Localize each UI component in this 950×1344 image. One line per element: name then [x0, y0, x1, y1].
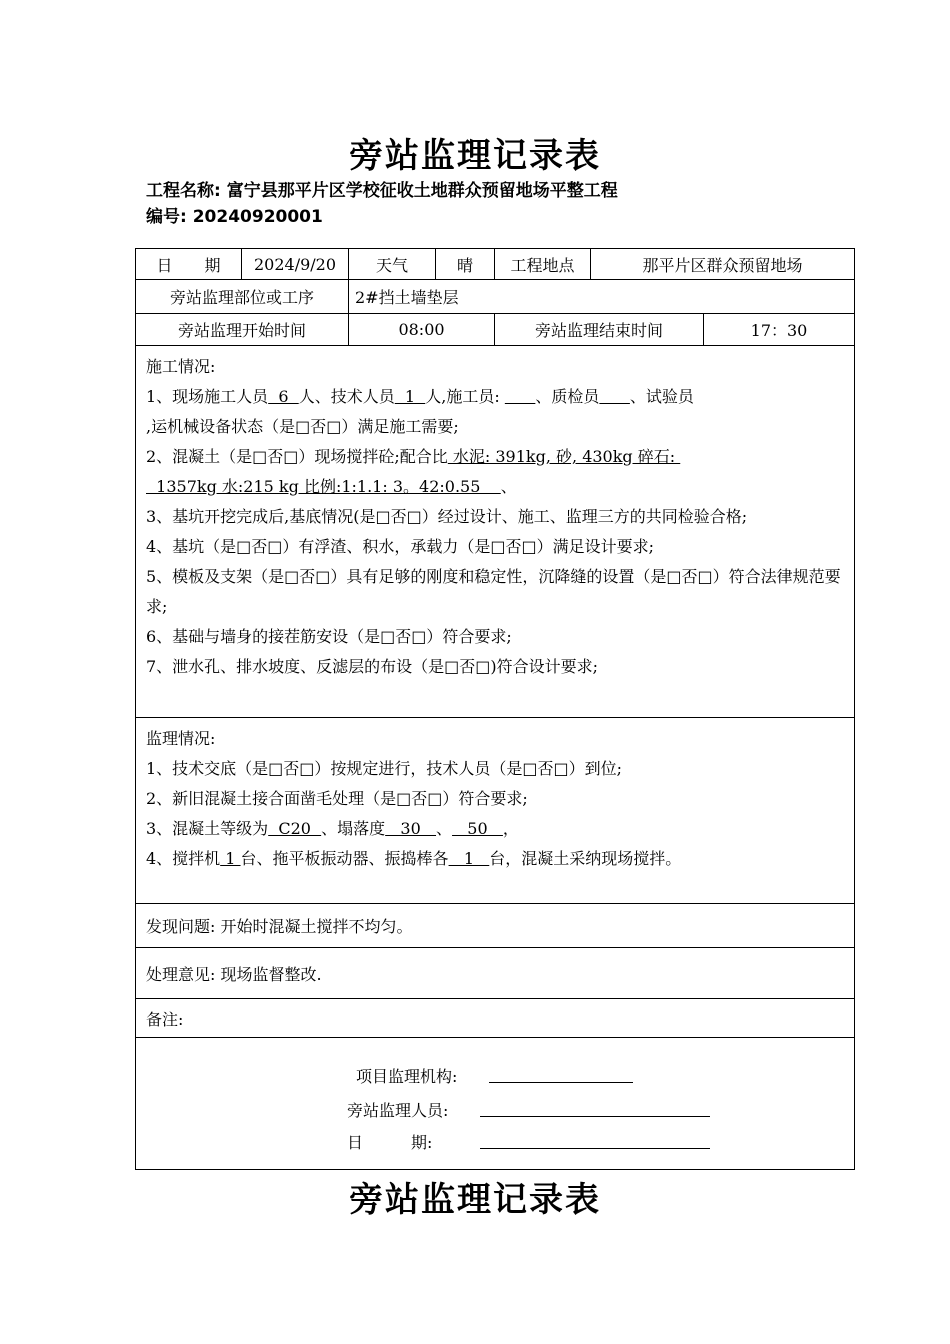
org-label: 项目监理机构:	[356, 1067, 458, 1086]
construction-item-1: 1、现场施工人员 6 人、技术人员 1 人,施工员: 、质检员 、试验员 ,运机械设备状态（是□否□）满足施工需要;	[146, 387, 694, 436]
part-value: 2#挡土墙垫层	[349, 280, 855, 314]
date-signature-line[interactable]	[480, 1148, 710, 1149]
construction-item-2: 2、混凝土（是□否□）现场搅拌砼;配合比 水泥: 391kg, 砂, 430kg 碎石: 1357kg 水:215 kg 比例:1:1.1: 3。42:0.55 、	[146, 447, 681, 496]
end-time-value: 17：30	[704, 314, 855, 346]
construction-item-7: 7、泄水孔、排水坡度、反滤层的布设（是□否□)符合设计要求;	[146, 657, 599, 676]
org-signature-line[interactable]	[489, 1082, 633, 1083]
end-time-label: 旁站监理结束时间	[495, 314, 704, 346]
supervision-item-3: 3、混凝土等级为 C20 、塌落度 30 、 50 ，	[146, 819, 519, 838]
part-label: 旁站监理部位或工序	[136, 280, 349, 314]
next-page-title: 旁站监理记录表	[349, 1180, 601, 1220]
date-label: 日 期	[136, 249, 242, 280]
construction-item-3: 3、基坑开挖完成后,基底情况(是□否□）经过设计、施工、监理三方的共同检验合格;	[146, 507, 748, 526]
construction-heading: 施工情况:	[146, 357, 216, 376]
signature-section	[136, 1038, 855, 1170]
record-table	[135, 248, 855, 1170]
supervision-item-4: 4、搅拌机 1 台、拖平板振动器、振捣棒各 1 台，混凝土采纳现场搅拌。	[146, 849, 682, 868]
person-label: 旁站监理人员:	[347, 1101, 449, 1120]
supervision-section	[136, 718, 855, 904]
project-name: 工程名称: 富宁县那平片区学校征收土地群众预留地场平整工程	[146, 181, 618, 201]
date-sign-label: 日 期:	[347, 1133, 433, 1152]
construction-item-4: 4、基坑（是□否□）有浮渣、积水，承载力（是□否□）满足设计要求;	[146, 537, 655, 556]
location-label: 工程地点	[495, 249, 591, 280]
supervision-item-1: 1、技术交底（是□否□）按规定进行，技术人员（是□否□）到位;	[146, 759, 623, 778]
construction-section	[136, 346, 855, 718]
remarks: 备注:	[136, 999, 855, 1038]
supervision-item-2: 2、新旧混凝土接合面凿毛处理（是□否□）符合要求;	[146, 789, 528, 808]
weather-label: 天气	[349, 249, 436, 280]
start-time-label: 旁站监理开始时间	[136, 314, 349, 346]
weather-value: 晴	[436, 249, 495, 280]
start-time-value: 08:00	[349, 314, 495, 346]
handling-opinion: 处理意见: 现场监督整改.	[136, 948, 855, 999]
construction-item-5: 5、模板及支架（是□否□）具有足够的刚度和稳定性，沉降缝的设置（是□否□）符合法律规范要求;	[146, 567, 841, 616]
problem-found: 发现问题: 开始时混凝土搅拌不均匀。	[136, 904, 855, 948]
page-title: 旁站监理记录表	[349, 136, 601, 176]
location-value: 那平片区群众预留地场	[591, 249, 855, 280]
date-value: 2024/9/20	[242, 249, 349, 280]
record-number: 编号: 20240920001	[146, 207, 323, 227]
construction-item-6: 6、基础与墙身的接茬筋安设（是□否□）符合要求;	[146, 627, 512, 646]
supervision-heading: 监理情况:	[146, 729, 216, 748]
person-signature-line[interactable]	[480, 1116, 710, 1117]
